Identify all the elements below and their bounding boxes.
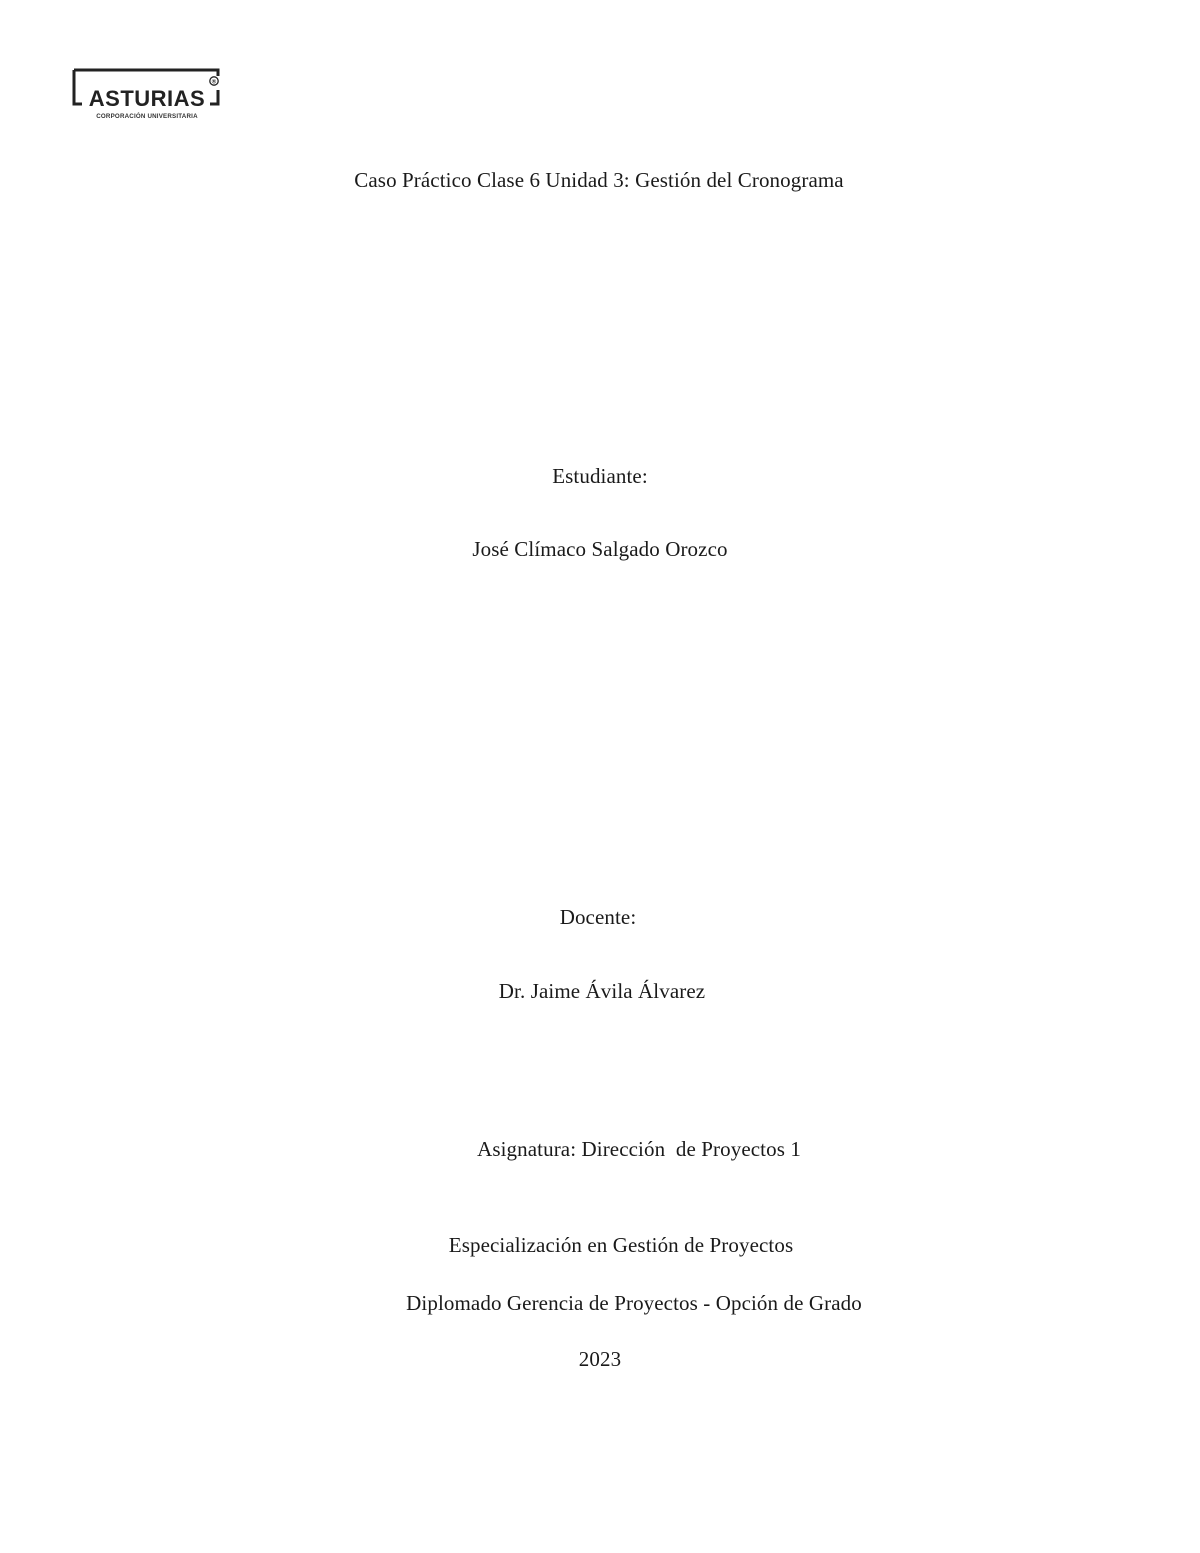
- year-line: 2023: [578, 1347, 622, 1371]
- asturias-logo: [68, 66, 230, 122]
- svg-text:ASTURIAS: ASTURIAS: [88, 86, 206, 111]
- student-name: José Clímaco Salgado Orozco: [472, 537, 728, 561]
- teacher-name: Dr. Jaime Ávila Álvarez: [498, 979, 706, 1003]
- diploma-line: Diplomado Gerencia de Proyectos - Opción de Grado: [406, 1291, 862, 1315]
- subject-line: Asignatura: Dirección de Proyectos 1: [477, 1137, 801, 1161]
- document-title: Caso Práctico Clase 6 Unidad 3: Gestión del Cronograma: [354, 168, 844, 192]
- specialization-line: Especialización en Gestión de Proyectos: [448, 1233, 794, 1257]
- student-label: Estudiante:: [552, 464, 648, 488]
- svg-text:CORPORACIÓN UNIVERSITARIA: CORPORACIÓN UNIVERSITARIA: [96, 113, 198, 120]
- teacher-label: Docente:: [559, 905, 637, 929]
- svg-text:®: ®: [211, 79, 217, 86]
